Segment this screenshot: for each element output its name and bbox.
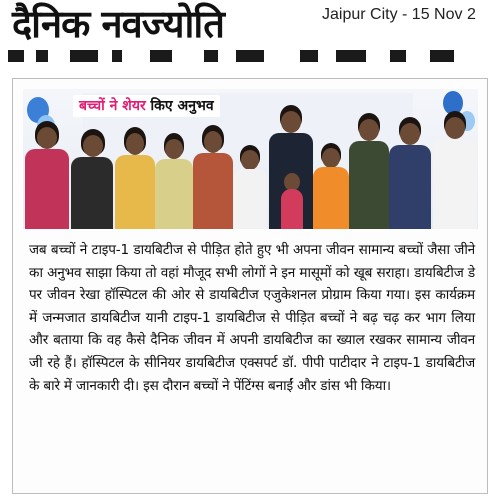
- person-figure: [71, 129, 113, 229]
- person-figure: [313, 143, 349, 229]
- cut-off-headline-strip: [0, 44, 500, 62]
- newspaper-name: दैनिक नवज्योति: [12, 2, 224, 46]
- photo-caption-accent: बच्चों ने शेयर: [79, 98, 146, 114]
- person-figure: [389, 117, 431, 229]
- photo-caption-rest: किए अनुभव: [145, 98, 214, 114]
- person-figure: [433, 111, 477, 229]
- event-photo: [23, 89, 478, 229]
- masthead: [0, 0, 500, 56]
- dateline: Jaipur City - 15 Nov 2: [322, 6, 476, 23]
- person-figure: [115, 127, 155, 229]
- news-clipping: [12, 78, 488, 494]
- photo-caption: [73, 95, 220, 117]
- person-figure: [281, 169, 303, 229]
- person-figure: [155, 133, 193, 229]
- person-figure: [233, 145, 267, 229]
- person-figure: [25, 121, 69, 229]
- article-body: जब बच्चों ने टाइप-1 डायबिटीज से पीड़ित होते हुए भी अपना जीवन सामान्य बच्चों जैसा जीने का अनुभव साझा किया तो वहां मौजूद सभी लोगों ने इन मासूमों को खूब सराहा। डायबिटीज डे पर जीवन रेखा हॉस्पिटल की ओर से डायबिटीज एजुकेशनल प्रोग्राम किया गया। इस कार्यक्रम में जन्मजात डायबिटीज यानी टाइप-1 डायबिटीज से पीड़ित बच्चों ने बढ़ चढ़ कर भाग लिया और बताया कि वह कैसे दैनिक जीवन में अपनी डायबिटीज का ख्याल रखकर सामान्य जीवन जी रहे हैं। हॉस्पिटल के सीनियर डायबिटीज एक्सपर्ट डॉ. पीपी पाटीदार ने टाइप-1 डायबिटीज के बारे में जानकारी दी। इस दौरान बच्चों ने पेंटिंग्स बनाईं और डांस भी किया।: [29, 242, 475, 394]
- person-figure: [349, 113, 389, 229]
- person-figure: [193, 125, 233, 229]
